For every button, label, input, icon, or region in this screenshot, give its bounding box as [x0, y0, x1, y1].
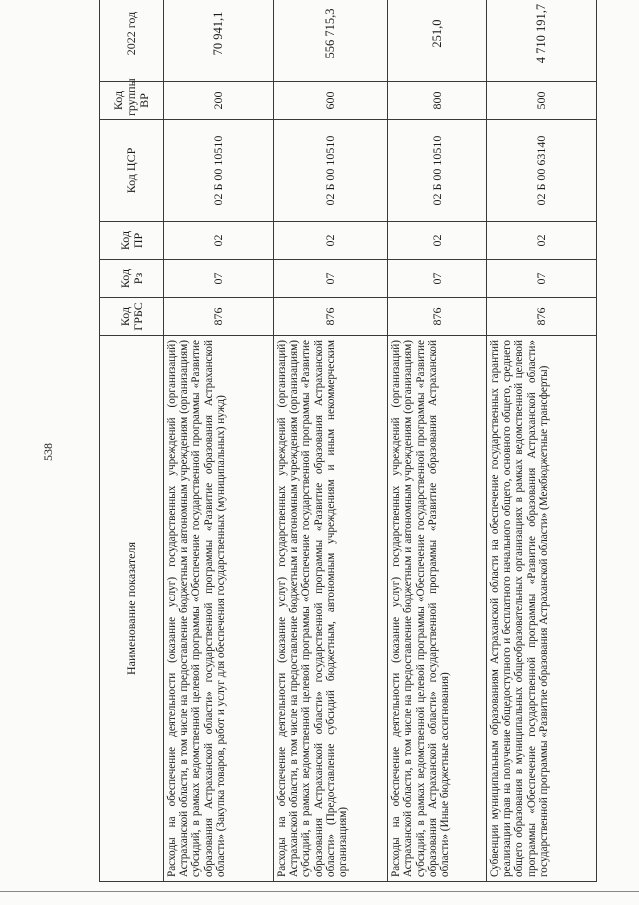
- header-pr: Код ПР: [100, 222, 164, 260]
- row-pr: 02: [388, 222, 487, 260]
- row-pr: 02: [487, 222, 597, 260]
- row-rz: 07: [388, 260, 487, 298]
- row-rz: 07: [273, 260, 387, 298]
- header-grbs: Код ГРБС: [100, 298, 164, 336]
- row-name: Субвенции муниципальным образованиям Астраханской области на обеспечение государственных гарантий реализации прав на получение общедоступного и бесплатного начального общего, основного общего, среднего общего образования в муниципальных общеобразовательных организациях в рамках ведомственной целевой программы «Обеспечение государственной программы «Развитие образования Астраханской области» государственной программы «Развитие образования Астраханской области» (Межбюджетные трансферты): [487, 336, 597, 882]
- row-amount: 251,0: [388, 0, 487, 82]
- budget-table: [99, 0, 597, 882]
- row-grbs: 876: [273, 298, 387, 336]
- budget-table-container: [99, 3, 597, 882]
- row-name: Расходы на обеспечение деятельности (оказание услуг) государственных учреждений (организаций) Астраханской области, в том числе на предоставление бюджетным и автономным учреждениям (организациям) субсидий, в рамках ведомственной целевой программы «Обеспечение государственной программы «Развитие образования Астраханской области» государственной программы «Развитие образования Астраханской области» (Закупка товаров, работ и услуг для обеспечения государственных (муниципальных) нужд): [164, 336, 274, 882]
- row-name: Расходы на обеспечение деятельности (оказание услуг) государственных учреждений (организаций) Астраханской области, в том числе на предоставление бюджетным и автономным учреждениям (организациям) субсидий, в рамках ведомственной целевой программы «Обеспечение государственной программы «Развитие образования Астраханской области» государственной программы «Развитие образования Астраханской области» (Предоставление субсидий бюджетным, автономным учреждениям и иным некоммерческим организациям): [273, 336, 387, 882]
- row-vr: 200: [164, 82, 274, 120]
- row-grbs: 876: [487, 298, 597, 336]
- budget-table-rotated: [99, 3, 597, 882]
- header-csr: Код ЦСР: [100, 120, 164, 222]
- table-row: [273, 0, 387, 882]
- row-vr: 800: [388, 82, 487, 120]
- row-grbs: 876: [164, 298, 274, 336]
- row-vr: 500: [487, 82, 597, 120]
- table-header-row: [100, 0, 164, 882]
- table-row: [388, 0, 487, 882]
- row-amount: 4 710 191,7: [487, 0, 597, 82]
- row-csr: 02 Б 00 10510: [273, 120, 387, 222]
- row-name: Расходы на обеспечение деятельности (оказание услуг) государственных учреждений (организаций) Астраханской области, в том числе на предоставление бюджетным и автономным учреждениям (организациям) субсидий, в рамках ведомственной целевой программы «Обеспечение государственной программы «Развитие образования Астраханской области» государственной программы «Развитие образования Астраханской области» (Иные бюджетные ассигнования): [388, 336, 487, 882]
- row-grbs: 876: [388, 298, 487, 336]
- row-csr: 02 Б 00 10510: [388, 120, 487, 222]
- row-pr: 02: [164, 222, 274, 260]
- header-rz: Код Рз: [100, 260, 164, 298]
- table-row: [164, 0, 274, 882]
- header-year: 2022 год: [100, 0, 164, 82]
- row-csr: 02 Б 00 63140: [487, 120, 597, 222]
- row-csr: 02 Б 00 10510: [164, 120, 274, 222]
- header-vr: Код группы ВР: [100, 82, 164, 120]
- table-row: [487, 0, 597, 882]
- row-rz: 07: [487, 260, 597, 298]
- page-number: 538: [41, 443, 55, 461]
- row-amount: 556 715,3: [273, 0, 387, 82]
- row-pr: 02: [273, 222, 387, 260]
- row-amount: 70 941,1: [164, 0, 274, 82]
- row-vr: 600: [273, 82, 387, 120]
- row-rz: 07: [164, 260, 274, 298]
- page-bottom-rule: [0, 891, 639, 892]
- header-name: Наименование показателя: [100, 336, 164, 882]
